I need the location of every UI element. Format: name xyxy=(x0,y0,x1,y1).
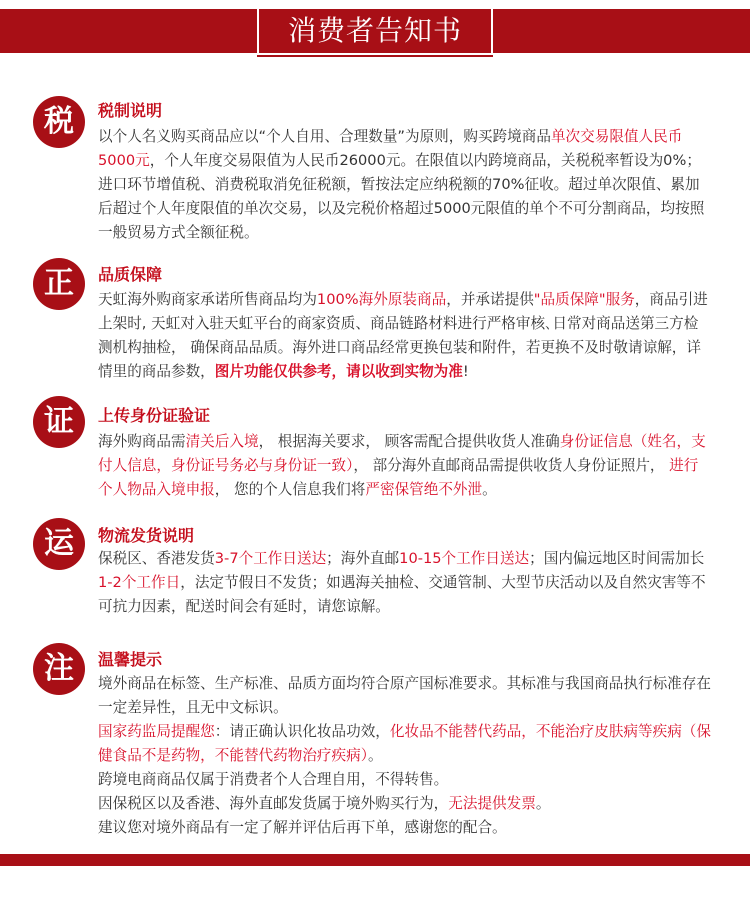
body-text: ；国内偏远地区时间需加长 xyxy=(529,550,705,567)
page-title: 消费者告知书 xyxy=(257,9,493,53)
section-body xyxy=(98,547,712,619)
section-title: 税制说明 xyxy=(98,101,163,120)
logistics-badge: 运 xyxy=(33,518,85,570)
body-text: ， 您的个人信息我们将 xyxy=(214,481,366,498)
highlight-text: 身份证信息（姓名，支付人信息，身份证号务必与身份证一致） xyxy=(98,433,706,474)
body-text: 海外购商品需 xyxy=(98,433,186,450)
highlight-text: 严密保管绝不外泄 xyxy=(365,481,483,498)
body-text: 。 跨境电商商品仅属于消费者个人合理自用，不得转售。 因保税区以及香港、海外直邮发货属于境外购买行为， xyxy=(98,747,449,812)
body-text: 。 xyxy=(482,481,497,498)
tax-badge: 税 xyxy=(33,96,85,148)
body-text: 。 建议您对境外商品有一定了解并评估后再下单，感谢您的配合。 xyxy=(98,795,551,836)
highlight-text: 10-15个工作日送达 xyxy=(399,550,530,567)
highlight-text: 化妆品不能替代药品，不能治疗皮肤病等疾病（保健食品不是药物，不能替代药物治疗疾病） xyxy=(98,723,711,764)
highlight-text: 单次交易限值人民币5000元 xyxy=(98,128,683,169)
highlight-text: 清关后入境 xyxy=(185,433,259,450)
highlight-text: 进行个人物品入境申报 xyxy=(98,457,699,498)
section-body xyxy=(98,125,712,245)
highlight-text: 国家药监局提醒您 xyxy=(98,723,215,740)
section-title: 上传身份证验证 xyxy=(98,406,211,425)
body-text: ， 部分海外直邮商品需提供收货人身份证照片， xyxy=(353,457,670,474)
highlight-text: 1-2个工作日 xyxy=(98,574,181,591)
body-text: ：请正确认识化妆品功效， xyxy=(214,723,390,740)
section-title: 温馨提示 xyxy=(98,650,163,669)
body-text: ，商品引进上架时, 天虹对入驻天虹平台的商家资质、商品链路材料进行严格审核､日常对商品送第三方检测机构抽检， 确保商品品质。海外进口商品经常更换包装和附件，若更换不及时敬请谅解，详情里的商品参数， xyxy=(98,291,708,380)
id-badge: 证 xyxy=(33,396,85,448)
highlight-text: 3-7个工作日送达 xyxy=(214,550,327,567)
body-text: ，个人年度交易限值为人民币26000元。在限值以内跨境商品，关税税率暂设为0%；进口环节增值税、消费税取消免征税额，暂按法定应纳税额的70%征收。超过单次限值、累加后超过个人年度限值的单次交易，以及完税价格超过5000元限值的单个不可分割商品，均按照一般贸易方式全额征税。 xyxy=(98,152,705,241)
body-text: ，法定节假日不发货；如遇海关抽检、交通管制、大型节庆活动以及自然灾害等不可抗力因素，配送时间会有延时，请您谅解。 xyxy=(98,574,706,615)
highlight-text: "品质保障"服务 xyxy=(533,291,635,308)
notice-badge: 注 xyxy=(33,643,85,695)
body-text: ! xyxy=(462,363,469,380)
body-text: 保税区、香港发货 xyxy=(98,550,215,567)
section-body xyxy=(98,430,712,502)
body-text: 天虹海外购商家承诺所售商品均为 xyxy=(98,291,317,308)
footer-bar xyxy=(0,854,750,866)
highlight-text: 无法提供发票 xyxy=(448,795,536,812)
quality-badge: 正 xyxy=(33,258,85,310)
body-text: 境外商品在标签、生产标准、品质方面均符合原产国标准要求。其标准与我国商品执行标准存在一定差异性，且无中文标识。 xyxy=(98,675,711,716)
section-title: 品质保障 xyxy=(98,265,163,284)
highlight-text: 100%海外原装商品 xyxy=(316,291,447,308)
section-body xyxy=(98,288,712,384)
header-banner xyxy=(0,9,750,53)
highlight-text: 图片功能仅供参考，请以收到实物为准 xyxy=(214,363,463,380)
body-text: ，并承诺提供 xyxy=(446,291,534,308)
section-body xyxy=(98,672,712,840)
body-text: ， 根据海关要求， 顾客需配合提供收货人准确 xyxy=(258,433,560,450)
body-text: 以个人名义购买商品应以“个人自用、合理数量”为原则，购买跨境商品 xyxy=(98,128,551,145)
body-text: ；海外直邮 xyxy=(326,550,400,567)
section-title: 物流发货说明 xyxy=(98,526,195,545)
